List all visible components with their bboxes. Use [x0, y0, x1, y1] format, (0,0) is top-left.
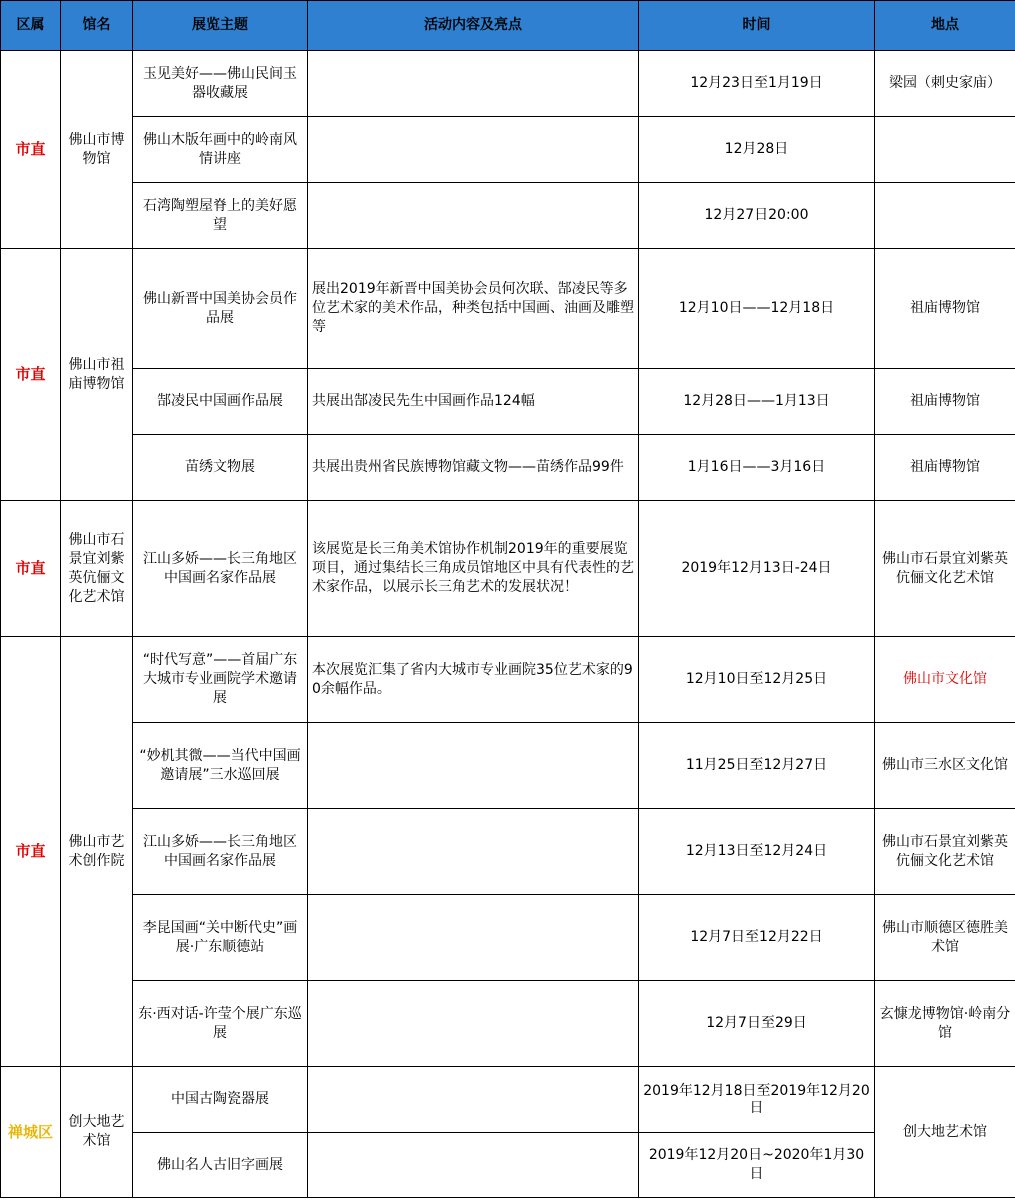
place-cell: 佛山市文化馆 — [875, 637, 1015, 723]
place-cell: 祖庙博物馆 — [875, 249, 1015, 369]
content-cell — [308, 895, 639, 981]
table-row — [1, 895, 1015, 981]
time-cell: 12月7日至29日 — [639, 981, 875, 1067]
time-cell: 12月28日 — [639, 117, 875, 183]
theme-cell: 佛山名人古旧字画展 — [133, 1133, 308, 1198]
content-cell — [308, 1133, 639, 1198]
table-row — [1, 637, 1015, 723]
theme-cell: “时代写意”——首届广东大城市专业画院学术邀请展 — [133, 637, 308, 723]
content-cell — [308, 51, 639, 117]
district-cell: 市直 — [1, 637, 61, 1067]
venue-cell: 佛山市博物馆 — [61, 51, 133, 249]
content-cell — [308, 117, 639, 183]
time-cell: 12月27日20:00 — [639, 183, 875, 249]
place-cell — [875, 117, 1015, 183]
place-cell — [875, 183, 1015, 249]
table-row — [1, 1067, 1015, 1133]
place-cell: 佛山市三水区文化馆 — [875, 723, 1015, 809]
district-cell: 市直 — [1, 249, 61, 501]
venue-cell: 佛山市祖庙博物馆 — [61, 249, 133, 501]
theme-cell: “妙机其微——当代中国画邀请展”三水巡回展 — [133, 723, 308, 809]
header-place: 地点 — [875, 1, 1015, 51]
table-row — [1, 981, 1015, 1067]
header-content: 活动内容及亮点 — [308, 1, 639, 51]
time-cell: 1月16日——3月16日 — [639, 435, 875, 501]
table-row — [1, 183, 1015, 249]
place-cell: 佛山市顺德区德胜美术馆 — [875, 895, 1015, 981]
district-cell: 市直 — [1, 501, 61, 637]
content-cell — [308, 183, 639, 249]
theme-cell: 江山多娇——长三角地区中国画名家作品展 — [133, 501, 308, 637]
header-row — [1, 1, 1015, 51]
table-row — [1, 501, 1015, 637]
place-cell: 佛山市石景宜刘紫英伉俪文化艺术馆 — [875, 501, 1015, 637]
content-cell — [308, 809, 639, 895]
header-venue: 馆名 — [61, 1, 133, 51]
place-cell: 创大地艺术馆 — [875, 1067, 1015, 1198]
theme-cell: 石湾陶塑屋脊上的美好愿望 — [133, 183, 308, 249]
place-cell: 祖庙博物馆 — [875, 435, 1015, 501]
table-row — [1, 723, 1015, 809]
content-cell — [308, 1067, 639, 1133]
time-cell: 12月7日至12月22日 — [639, 895, 875, 981]
table-row — [1, 369, 1015, 435]
theme-cell: 佛山新晋中国美协会员作品展 — [133, 249, 308, 369]
time-cell: 12月10日至12月25日 — [639, 637, 875, 723]
district-cell: 禅城区 — [1, 1067, 61, 1198]
theme-cell: 玉见美好——佛山民间玉器收藏展 — [133, 51, 308, 117]
time-cell: 2019年12月13日-24日 — [639, 501, 875, 637]
table-row — [1, 249, 1015, 369]
theme-cell: 东·西对话-许莹个展广东巡展 — [133, 981, 308, 1067]
place-cell: 梁园（刺史家庙） — [875, 51, 1015, 117]
theme-cell: 佛山木版年画中的岭南风情讲座 — [133, 117, 308, 183]
time-cell: 12月28日——1月13日 — [639, 369, 875, 435]
venue-cell: 佛山市艺术创作院 — [61, 637, 133, 1067]
place-cell: 玄慷龙博物馆·岭南分馆 — [875, 981, 1015, 1067]
time-cell: 2019年12月20日~2020年1月30日 — [639, 1133, 875, 1198]
content-cell: 本次展览汇集了省内大城市专业画院35位艺术家的90余幅作品。 — [308, 637, 639, 723]
content-cell: 共展出郜凌民先生中国画作品124幅 — [308, 369, 639, 435]
venue-cell: 佛山市石景宜刘紫英伉俪文化艺术馆 — [61, 501, 133, 637]
time-cell: 11月25日至12月27日 — [639, 723, 875, 809]
header-time: 时间 — [639, 1, 875, 51]
theme-cell: 江山多娇——长三角地区中国画名家作品展 — [133, 809, 308, 895]
theme-cell: 苗绣文物展 — [133, 435, 308, 501]
table-row — [1, 809, 1015, 895]
header-district: 区属 — [1, 1, 61, 51]
content-cell: 共展出贵州省民族博物馆藏文物——苗绣作品99件 — [308, 435, 639, 501]
time-cell: 2019年12月18日至2019年12月20日 — [639, 1067, 875, 1133]
content-cell — [308, 981, 639, 1067]
table-row — [1, 1133, 1015, 1198]
content-cell: 该展览是长三角美术馆协作机制2019年的重要展览项目，通过集结长三角成员馆地区中具有代表性的艺术家作品，以展示长三角艺术的发展状况！ — [308, 501, 639, 637]
table-row — [1, 435, 1015, 501]
time-cell: 12月13日至12月24日 — [639, 809, 875, 895]
table-row — [1, 51, 1015, 117]
place-cell: 祖庙博物馆 — [875, 369, 1015, 435]
district-cell: 市直 — [1, 51, 61, 249]
time-cell: 12月10日——12月18日 — [639, 249, 875, 369]
content-cell: 展出2019年新晋中国美协会员何次联、郜凌民等多位艺术家的美术作品，种类包括中国画、油画及雕塑等 — [308, 249, 639, 369]
place-cell: 佛山市石景宜刘紫英伉俪文化艺术馆 — [875, 809, 1015, 895]
table-row — [1, 117, 1015, 183]
header-theme: 展览主题 — [133, 1, 308, 51]
theme-cell: 李昆国画“关中断代史”画展·广东顺德站 — [133, 895, 308, 981]
venue-cell: 创大地艺术馆 — [61, 1067, 133, 1198]
content-cell — [308, 723, 639, 809]
time-cell: 12月23日至1月19日 — [639, 51, 875, 117]
theme-cell: 郜凌民中国画作品展 — [133, 369, 308, 435]
theme-cell: 中国古陶瓷器展 — [133, 1067, 308, 1133]
